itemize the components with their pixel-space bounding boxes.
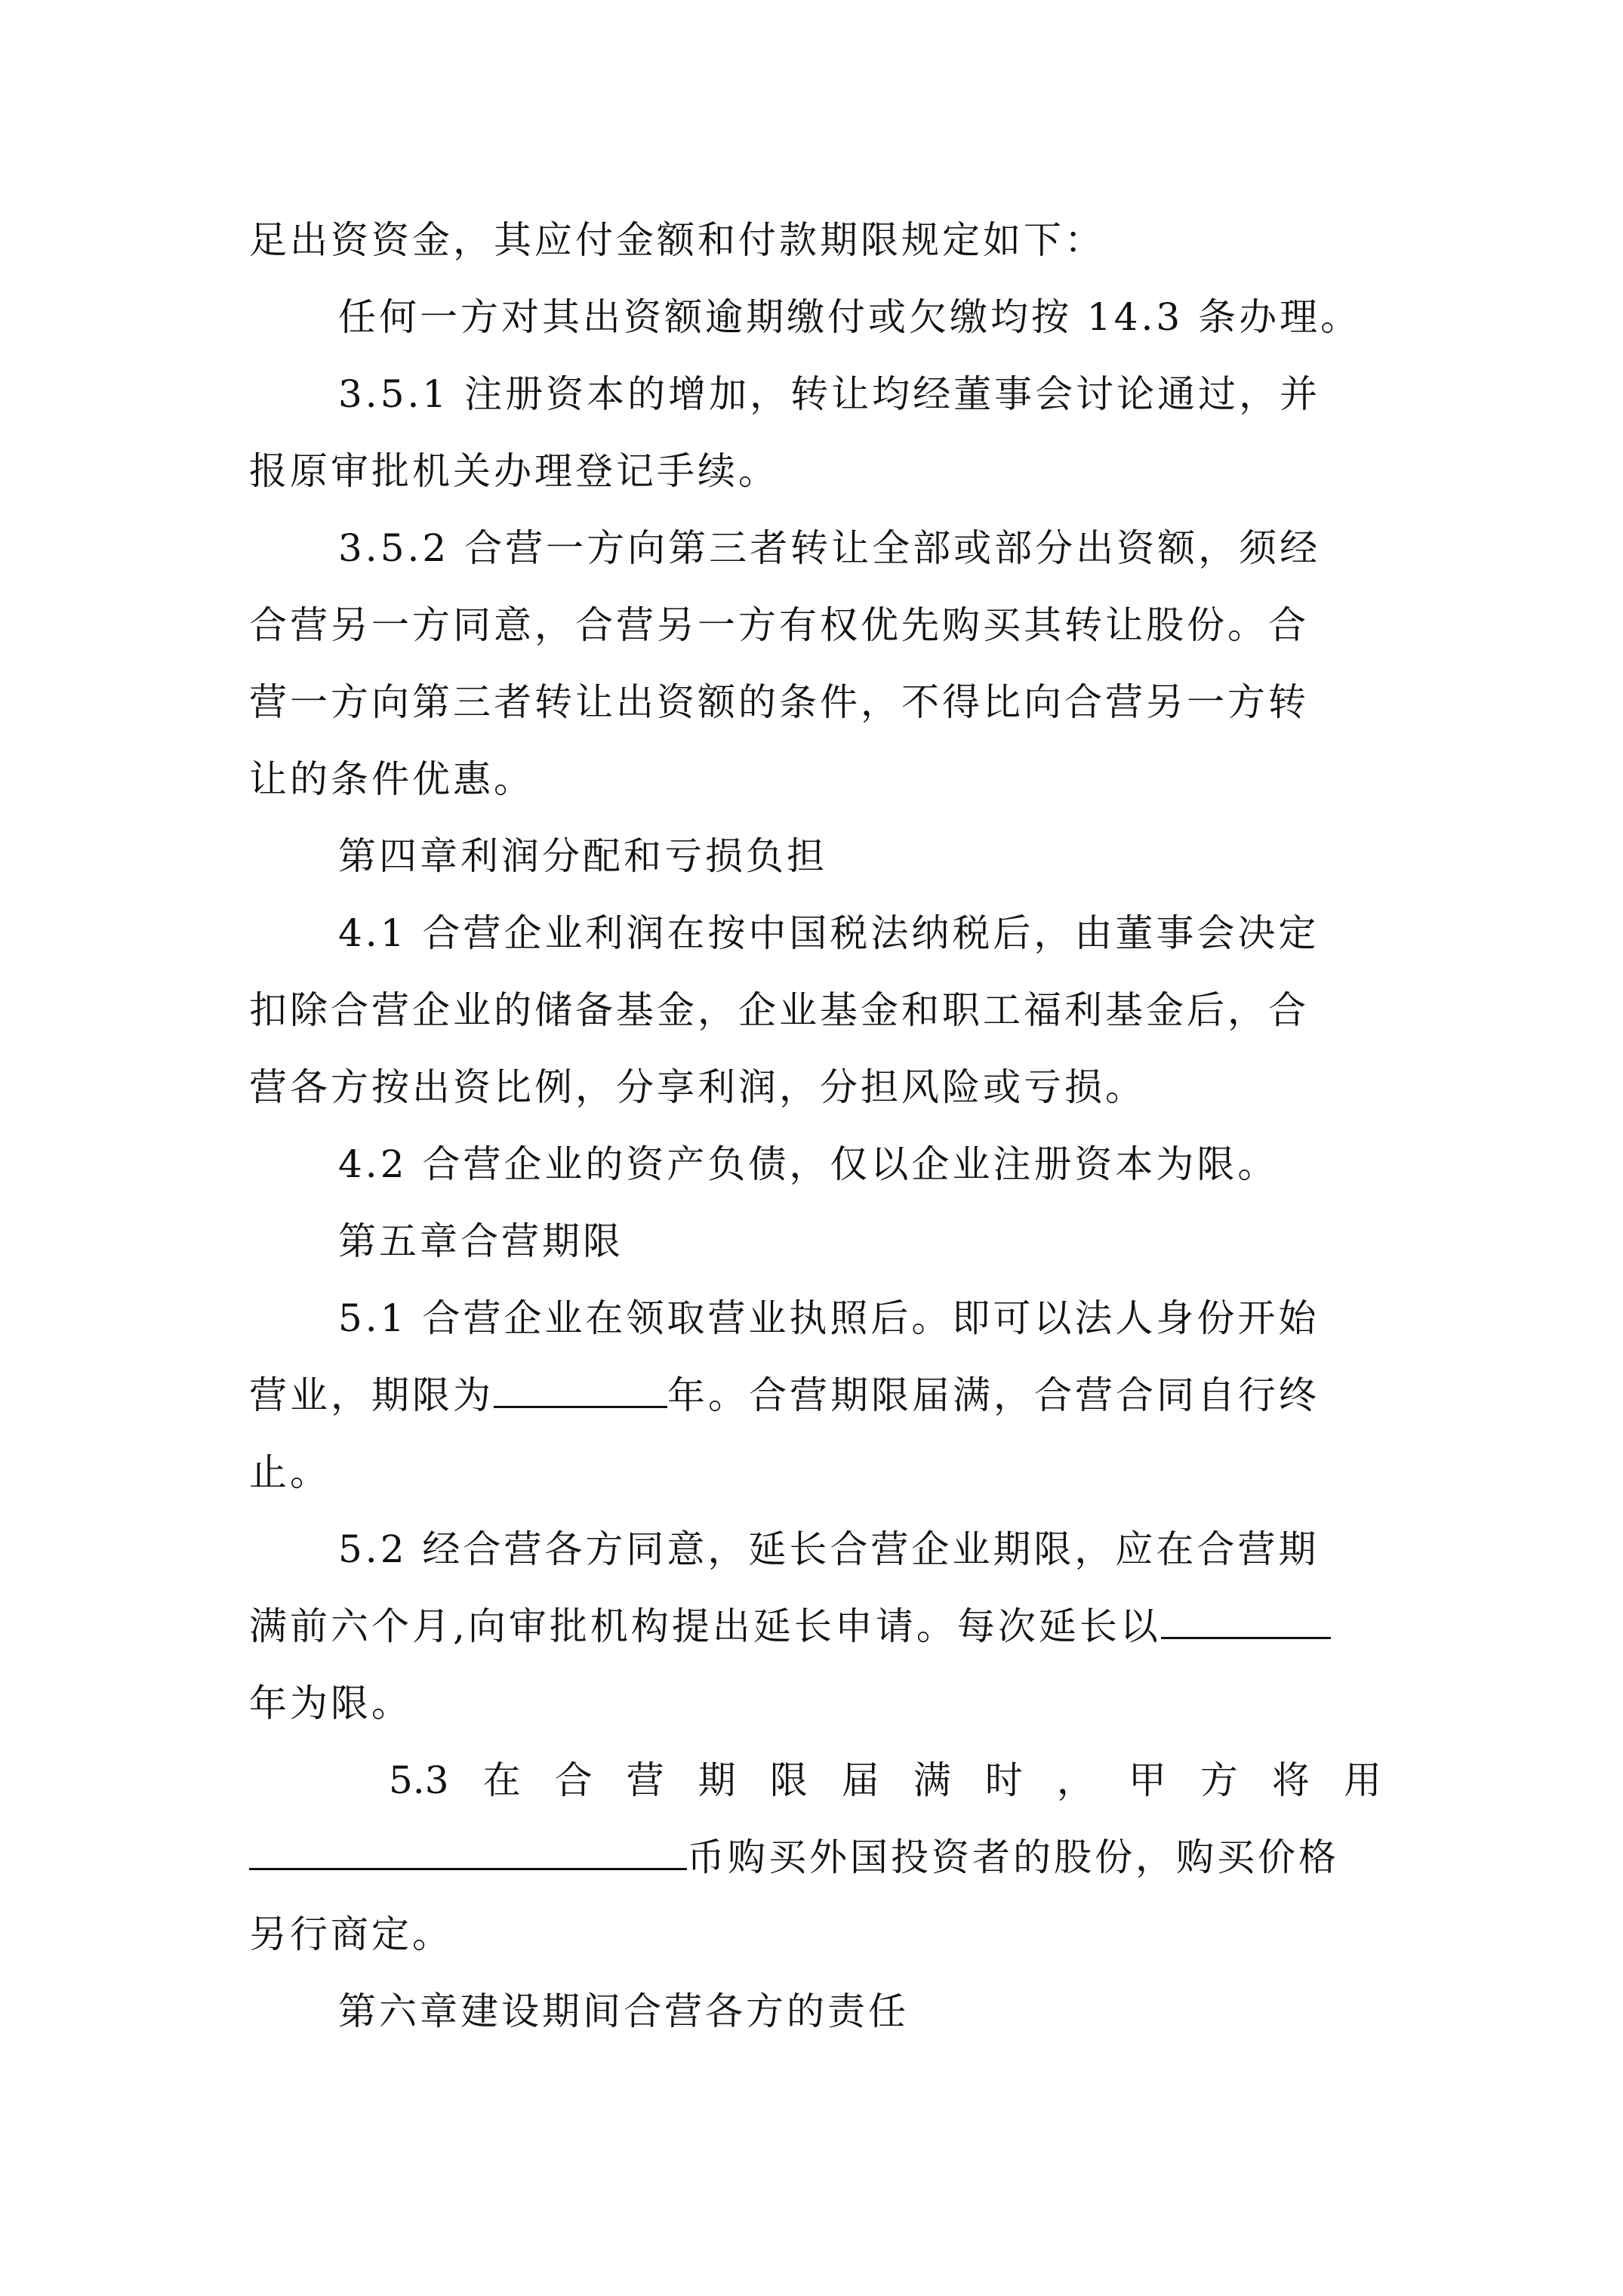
text-line: 任何一方对其出资额逾期缴付或欠缴均按 14.3 条办理。 xyxy=(338,295,1362,339)
text-line xyxy=(249,1358,1381,1433)
text-segment: 将 xyxy=(1271,1758,1310,1802)
chapter-heading: 第六章建设期间合营各方的责任 xyxy=(338,1989,909,2033)
text-segment: ， xyxy=(1056,1758,1095,1802)
text-line: 3.5.1 注册资本的增加，转让均经董事会讨论通过，并 xyxy=(338,372,1321,416)
text-line: 报原审批机关办理登记手续。 xyxy=(249,449,779,493)
text-line: 营一方向第三者转让出资额的条件，不得比向合营另一方转 xyxy=(249,680,1309,724)
text-segment: 合 xyxy=(554,1758,593,1802)
text-segment: 用 xyxy=(1343,1758,1381,1802)
text-line: 4.2 合营企业的资产负债，仅以企业注册资本为限。 xyxy=(338,1142,1279,1186)
text-segment: 营业，期限为 xyxy=(249,1373,494,1417)
text-segment: 营 xyxy=(626,1758,664,1802)
chapter-heading: 第四章利润分配和亏损负担 xyxy=(338,834,827,878)
text-line: 合营另一方同意，合营另一方有权优先购买其转让股份。合 xyxy=(249,603,1309,647)
text-segment: 在 xyxy=(482,1758,521,1802)
text-line: 足出资资金，其应付金额和付款期限规定如下： xyxy=(249,218,1105,262)
text-line: 让的条件优惠。 xyxy=(249,757,534,801)
text-segment: 限 xyxy=(769,1758,808,1802)
text-line: 4.1 合营企业利润在按中国税法纳税后，由董事会决定 xyxy=(338,911,1320,955)
chapter-heading: 第五章合营期限 xyxy=(338,1219,624,1263)
justified-text-line xyxy=(389,1743,1381,1818)
fill-in-blank xyxy=(1161,1592,1331,1639)
text-line: 5.1 合营企业在领取营业执照后。即可以法人身份开始 xyxy=(338,1296,1320,1340)
text-line: 年为限。 xyxy=(249,1681,412,1725)
text-line: 5.2 经合营各方同意，延长合营企业期限，应在合营期 xyxy=(338,1527,1320,1571)
fill-in-blank xyxy=(249,1823,687,1870)
text-segment: 方 xyxy=(1200,1758,1238,1802)
text-segment: 期 xyxy=(698,1758,736,1802)
text-line xyxy=(249,1820,1381,1895)
text-line xyxy=(249,1589,1381,1664)
text-segment: 满 xyxy=(913,1758,951,1802)
text-segment: 币购买外国投资者的股份，购买价格 xyxy=(687,1835,1339,1879)
text-line: 营各方按出资比例，分享利润，分担风险或亏损。 xyxy=(249,1065,1146,1109)
text-line: 止。 xyxy=(249,1450,331,1494)
text-segment: 甲 xyxy=(1128,1758,1166,1802)
text-segment: 年。合营期限届满，合营合同自行终 xyxy=(667,1373,1320,1417)
text-segment: 时 xyxy=(984,1758,1023,1802)
text-segment: 5.3 xyxy=(389,1758,449,1802)
fill-in-blank xyxy=(494,1361,667,1408)
text-line: 另行商定。 xyxy=(249,1912,453,1956)
text-line: 扣除合营企业的储备基金，企业基金和职工福利基金后，合 xyxy=(249,988,1309,1032)
text-line: 3.5.2 合营一方向第三者转让全部或部分出资额，须经 xyxy=(338,526,1321,570)
text-segment: 届 xyxy=(841,1758,879,1802)
text-segment: 满前六个月,向审批机构提出延长申请。每次延长以 xyxy=(249,1604,1161,1648)
